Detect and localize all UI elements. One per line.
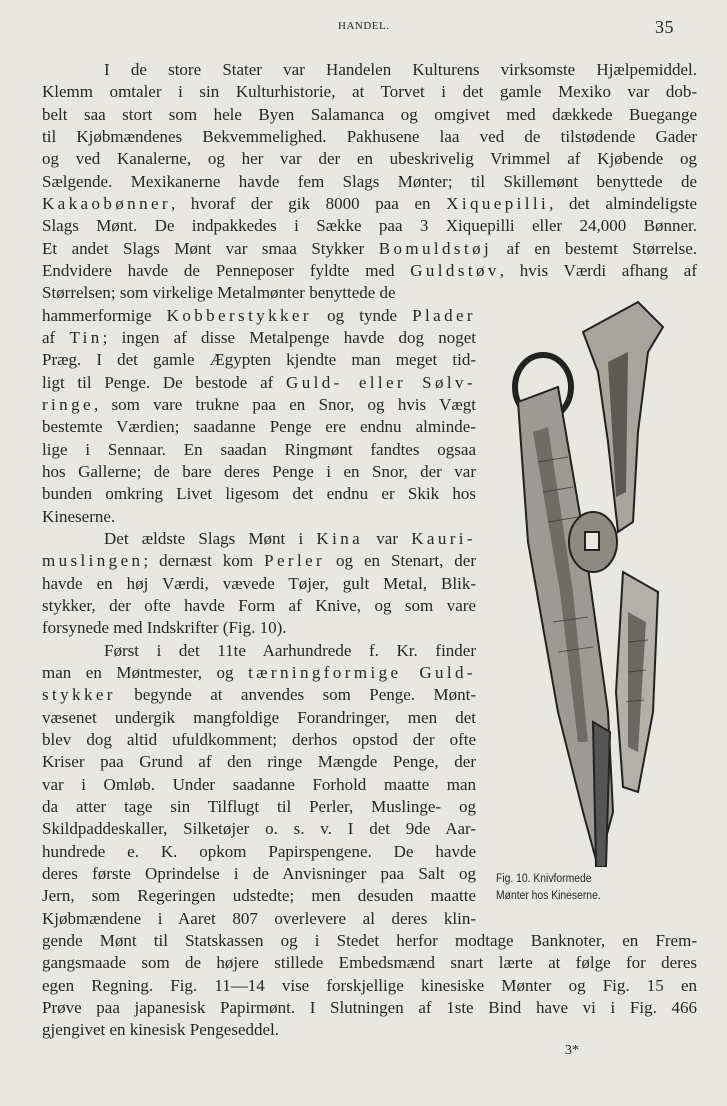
text-line (42, 104, 697, 126)
text-line (42, 171, 697, 193)
figure-caption-line2: Mønter hos Kineserne. (496, 890, 601, 902)
text-line (42, 483, 476, 505)
text-run: , hvis Værdi afhang af (499, 260, 697, 280)
text-run: gjengivet en kinesisk Pengeseddel. (42, 1020, 280, 1040)
text-run: , det almindeligste (549, 193, 697, 213)
text-line (42, 372, 476, 394)
text-line (42, 930, 697, 952)
text-line (42, 774, 476, 796)
text-line (42, 305, 476, 327)
text-run: var (363, 528, 412, 548)
text-run: ; ingen af disse Metalpenge havde dog noget (102, 327, 476, 347)
spaced-emphasis: Guld- eller Sølv- (286, 372, 477, 392)
text-run: var i Omløb. Under saadanne Forhold maatte man (42, 774, 476, 794)
text-run: ; dernæst kom (143, 551, 265, 571)
text-line (42, 751, 476, 773)
text-run: ligt til Penge. De bestode af (42, 372, 287, 392)
text-run: Klemm omtaler i sin Kulturhistorie, at Torvet i det gamle Mexiko var dob- (42, 82, 697, 102)
text-line (104, 528, 476, 550)
spaced-emphasis: stykker (42, 685, 116, 705)
text-run: og en Stenart, der (325, 551, 476, 571)
text-run: og tynde (311, 305, 413, 325)
text-run: Kineserne. (42, 506, 116, 526)
text-line (42, 282, 476, 304)
text-run: Prøve paa japanesisk Papirmønt. I Slutningen af 1ste Bind have vi i Fig. 466 (42, 997, 697, 1017)
spaced-emphasis: Perler (264, 551, 326, 571)
text-run: da atter tage sin Tilflugt til Perler, Muslinge- og (42, 796, 476, 816)
text-run: Et andet Slags Mønt var smaa Stykker (42, 238, 379, 258)
text-line (42, 327, 476, 349)
text-run: Slags Mønt. De indpakkedes i Sække paa 3 Xiquepilli eller 24,000 Bønner. (42, 216, 697, 236)
text-line (104, 640, 476, 662)
spaced-emphasis: Plader (412, 305, 476, 325)
text-run: stykker, der ofte havde Form af Knive, og som vare (42, 595, 476, 615)
text-run: hos Gallerne; de bare deres Penge i en Snor, der var (42, 461, 476, 481)
text-line (42, 550, 476, 572)
text-run: deres første Oprindelse i de Anvisninger paa Salt og (42, 863, 476, 883)
text-run: egen Regning. Fig. 11—14 vise forskjellige kinesiske Mønter og Fig. 15 en (42, 975, 697, 995)
spaced-emphasis: muslingen (42, 551, 144, 571)
knife-coins-illustration (488, 292, 688, 867)
text-line (42, 81, 697, 103)
text-run: belt saa stort som hele Byen Salamanca og omgivet med dækkede Buegange (42, 104, 697, 124)
text-run: Endvidere havde de Penneposer fyldte med (42, 260, 411, 280)
text-run: bestemte Værdien; saadanne Penge ere endnu alminde- (42, 417, 476, 437)
spaced-emphasis: tærningformige Guld- (248, 662, 476, 682)
text-run: gangsmaade som de højere stillede Embedsmænd snart lærte at følge for deres (42, 953, 697, 973)
text-line (42, 238, 697, 260)
text-run: Kriser paa Grund af den ringe Mængde Penge, der (42, 752, 476, 772)
text-run: og ved Kanalerne, og her var der en ubeskrivelig Vrimmel af Kjøbende og (42, 149, 697, 169)
page-number: 35 (655, 17, 674, 37)
text-line (42, 148, 697, 170)
spaced-emphasis: Kakaobønner (42, 193, 171, 213)
text-line (42, 863, 476, 885)
text-line (42, 707, 476, 729)
text-run: , hvoraf der gik 8000 paa en (170, 193, 447, 213)
text-run: I de store Stater var Handelen Kulturens virksomste Hjælpemiddel. (104, 60, 697, 79)
text-line (42, 193, 697, 215)
text-line (42, 573, 476, 595)
text-line (42, 729, 476, 751)
spaced-emphasis: Kina (316, 528, 364, 548)
text-run: Jern, som Regeringen udstedte; men desuden maatte (42, 886, 476, 906)
figure-caption-line1: Fig. 10. Knivformede (496, 873, 592, 885)
text-line (42, 975, 697, 997)
text-line (42, 997, 697, 1019)
running-title: HANDEL. (338, 20, 390, 32)
text-line (42, 908, 476, 930)
text-run: af en bestemt Størrelse. (492, 238, 697, 258)
text-run: lige i Sennaar. En saadan Ringmønt fandtes ogsaa (42, 439, 476, 459)
text-run: havde en høj Værdi, vævede Tøjer, gult Metal, Blik- (42, 573, 476, 593)
text-line (42, 416, 476, 438)
text-line (42, 684, 476, 706)
text-run: hundrede e. K. opkom Papirspengene. De havde (42, 841, 476, 861)
signature-mark: 3* (565, 1043, 579, 1058)
text-run: blev dog altid ufuldkomment; derhos opstod der ofte (42, 729, 476, 749)
text-line (42, 506, 476, 528)
text-line (42, 1019, 697, 1041)
spaced-emphasis: Guldstøv (410, 260, 500, 280)
text-line (42, 796, 476, 818)
text-run: væsenet undergik mangfoldige Forandringer, men det (42, 707, 476, 727)
spaced-emphasis: Kauri- (411, 528, 476, 548)
text-run: Kjøbmændene i Aaret 807 overlevere al deres klin- (42, 908, 476, 928)
text-line (42, 215, 697, 237)
text-run: forsynede med Indskrifter (Fig. 10). (42, 618, 287, 638)
text-line (42, 841, 476, 863)
text-line (42, 818, 476, 840)
text-run: , som vare trukne paa en Snor, og hvis Vægt (93, 394, 476, 414)
text-run: Først i det 11te Aarhundrede f. Kr. finder (104, 640, 476, 660)
text-run: Det ældste Slags Mønt i (104, 528, 317, 548)
text-line (42, 349, 476, 371)
spaced-emphasis: Tin (69, 327, 103, 347)
spaced-emphasis: Kobberstykker (166, 305, 312, 325)
text-run: Størrelsen; som virkelige Metalmønter benyttede de (42, 283, 396, 303)
text-run: af (42, 327, 70, 347)
text-line (42, 461, 476, 483)
spaced-emphasis: Bomuldstøj (378, 238, 493, 258)
text-line (42, 885, 476, 907)
text-line (42, 260, 697, 282)
text-run: Præg. I det gamle Ægypten kjendte man meget tid- (42, 350, 476, 370)
text-line (42, 952, 697, 974)
text-line (104, 59, 697, 81)
text-run: begynde at anvendes som Penge. Mønt- (115, 685, 476, 705)
spaced-emphasis: ringe (42, 394, 94, 414)
text-run: hammerformige (42, 305, 167, 325)
text-run: bunden omkring Livet ligesom det endnu er Skik hos (42, 484, 476, 504)
text-line (42, 662, 476, 684)
text-line (42, 394, 476, 416)
text-line (42, 439, 476, 461)
text-run: Skildpaddeskaller, Silketøjer o. s. v. I det 9de Aar- (42, 819, 476, 839)
text-run: gende Mønt til Statskassen og i Stedet herfor modtage Banknoter, en Frem- (42, 930, 697, 950)
text-run: Sælgende. Mexikanerne havde fem Slags Mønter; til Skillemønt benyttede de (42, 171, 697, 191)
spaced-emphasis: Xiquepilli (446, 193, 550, 213)
text-run: man en Møntmester, og (42, 662, 249, 682)
knife-coin-tip (593, 722, 610, 867)
text-line (42, 126, 697, 148)
text-run: til Kjøbmændenes Bekvemmelighed. Pakhusene laa ved de tilstødende Gader (42, 126, 697, 146)
text-line (42, 595, 476, 617)
text-line (42, 617, 476, 639)
